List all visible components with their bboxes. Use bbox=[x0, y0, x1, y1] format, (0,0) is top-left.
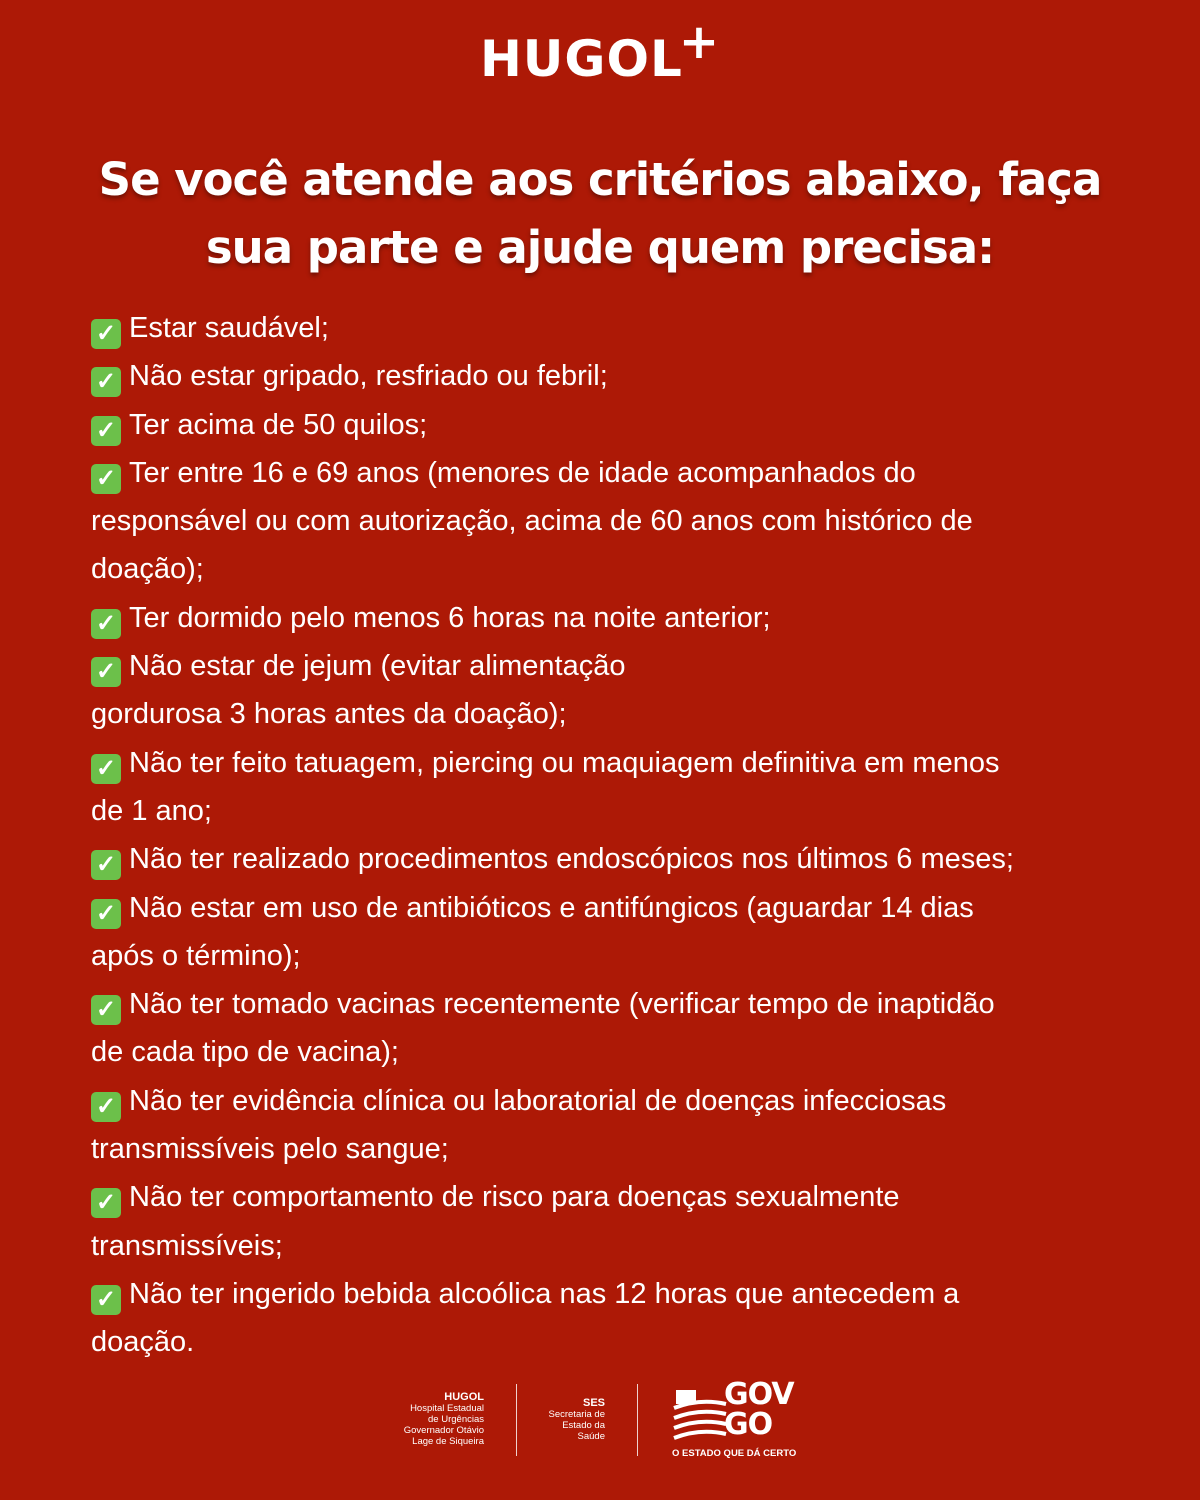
gov-text: GOV bbox=[724, 1377, 794, 1412]
logo-plus-icon: + bbox=[678, 14, 721, 70]
footer bbox=[0, 1378, 1200, 1468]
ses-credit bbox=[530, 1398, 605, 1442]
criteria-text: Não ter comportamento de risco para doenças sexualmente bbox=[129, 1181, 900, 1214]
criteria-text: responsável ou com autorização, acima de 60 anos com histórico de bbox=[91, 505, 973, 538]
criteria-text: doação); bbox=[91, 553, 204, 586]
ses-credit-name: SES bbox=[582, 1397, 605, 1409]
check-mark-icon: ✓ bbox=[91, 609, 121, 639]
check-mark-icon: ✓ bbox=[91, 657, 121, 687]
hugol-credit-line: Hospital Estadual bbox=[410, 1403, 484, 1414]
criteria-text: Não estar de jejum (evitar alimentação bbox=[129, 650, 626, 683]
hugol-credit-line: Governador Otávio bbox=[403, 1425, 484, 1436]
criteria-text: de 1 ano; bbox=[91, 794, 212, 827]
criteria-text: Não ter feito tatuagem, piercing ou maquiagem definitiva em menos bbox=[129, 746, 1000, 779]
criteria-item bbox=[91, 1077, 1111, 1174]
gov-go-wordmark bbox=[724, 1377, 794, 1442]
check-mark-icon: ✓ bbox=[91, 367, 121, 397]
criteria-text: Não ter tomado vacinas recentemente (verificar tempo de inaptidão bbox=[129, 988, 995, 1021]
check-mark-icon: ✓ bbox=[91, 754, 121, 784]
ses-credit-line: Estado da bbox=[562, 1420, 605, 1431]
criteria-item bbox=[91, 401, 1111, 449]
criteria-text: doação. bbox=[91, 1326, 195, 1359]
hugol-credit bbox=[380, 1392, 484, 1447]
hugol-credit-line: Lage de Siqueira bbox=[412, 1436, 484, 1447]
footer-divider bbox=[637, 1384, 638, 1456]
criteria-text: Não ter realizado procedimentos endoscópicos nos últimos 6 meses; bbox=[129, 843, 1014, 876]
criteria-text: Estar saudável; bbox=[129, 312, 329, 344]
go-text: GO bbox=[724, 1407, 773, 1442]
criteria-text: de cada tipo de vacina); bbox=[91, 1036, 399, 1069]
criteria-text: gordurosa 3 horas antes da doação); bbox=[91, 698, 567, 731]
check-mark-icon: ✓ bbox=[91, 1188, 121, 1218]
logo-text: HUGOL bbox=[479, 30, 683, 88]
criteria-item bbox=[91, 594, 1111, 642]
criteria-item bbox=[91, 980, 1111, 1077]
criteria-text: após o término); bbox=[91, 939, 301, 972]
headline-line-2: sua parte e ajude quem precisa: bbox=[205, 221, 995, 274]
criteria-text: Não ter evidência clínica ou laboratorial de doenças infecciosas bbox=[129, 1084, 947, 1117]
criteria-item bbox=[91, 304, 1111, 352]
criteria-text: Não ter ingerido bebida alcoólica nas 12 horas que antecedem a bbox=[129, 1277, 960, 1310]
criteria-text: Não estar em uso de antibióticos e antifúngicos (aguardar 14 dias bbox=[129, 891, 974, 924]
check-mark-icon: ✓ bbox=[91, 1092, 121, 1122]
criteria-item bbox=[91, 835, 1111, 883]
criteria-text: transmissíveis pelo sangue; bbox=[91, 1133, 449, 1166]
criteria-text: Ter entre 16 e 69 anos (menores de idade acompanhados do bbox=[129, 456, 916, 489]
check-mark-icon: ✓ bbox=[91, 1285, 121, 1315]
criteria-item bbox=[91, 352, 1111, 400]
criteria-item bbox=[91, 739, 1111, 836]
criteria-item bbox=[91, 642, 1111, 739]
hugol-credit-name: HUGOL bbox=[444, 1391, 484, 1403]
criteria-text: Ter acima de 50 quilos; bbox=[129, 408, 428, 441]
flag-stripes-icon bbox=[672, 1386, 728, 1448]
criteria-text: Ter dormido pelo menos 6 horas na noite anterior; bbox=[129, 601, 771, 634]
hugol-logo bbox=[0, 14, 1200, 88]
criteria-item bbox=[91, 449, 1111, 594]
headline-line-1: Se você atende aos critérios abaixo, faça bbox=[98, 153, 1102, 206]
criteria-list bbox=[91, 304, 1111, 1367]
criteria-item bbox=[91, 1270, 1111, 1367]
criteria-item bbox=[91, 884, 1111, 981]
ses-credit-line: Saúde bbox=[577, 1431, 605, 1442]
criteria-text: transmissíveis; bbox=[91, 1229, 283, 1262]
ses-credit-line: Secretaria de bbox=[548, 1409, 605, 1420]
check-mark-icon: ✓ bbox=[91, 899, 121, 929]
criteria-item bbox=[91, 1173, 1111, 1270]
check-mark-icon: ✓ bbox=[91, 319, 121, 349]
check-mark-icon: ✓ bbox=[91, 850, 121, 880]
hugol-credit-line: de Urgências bbox=[428, 1414, 484, 1425]
check-mark-icon: ✓ bbox=[91, 995, 121, 1025]
gov-go-logo bbox=[670, 1377, 810, 1462]
check-mark-icon: ✓ bbox=[91, 464, 121, 494]
footer-divider bbox=[516, 1384, 517, 1456]
page-title bbox=[60, 146, 1140, 282]
criteria-text: Não estar gripado, resfriado ou febril; bbox=[129, 360, 608, 393]
check-mark-icon: ✓ bbox=[91, 416, 121, 446]
gov-tagline: O ESTADO QUE DÁ CERTO bbox=[672, 1448, 797, 1459]
